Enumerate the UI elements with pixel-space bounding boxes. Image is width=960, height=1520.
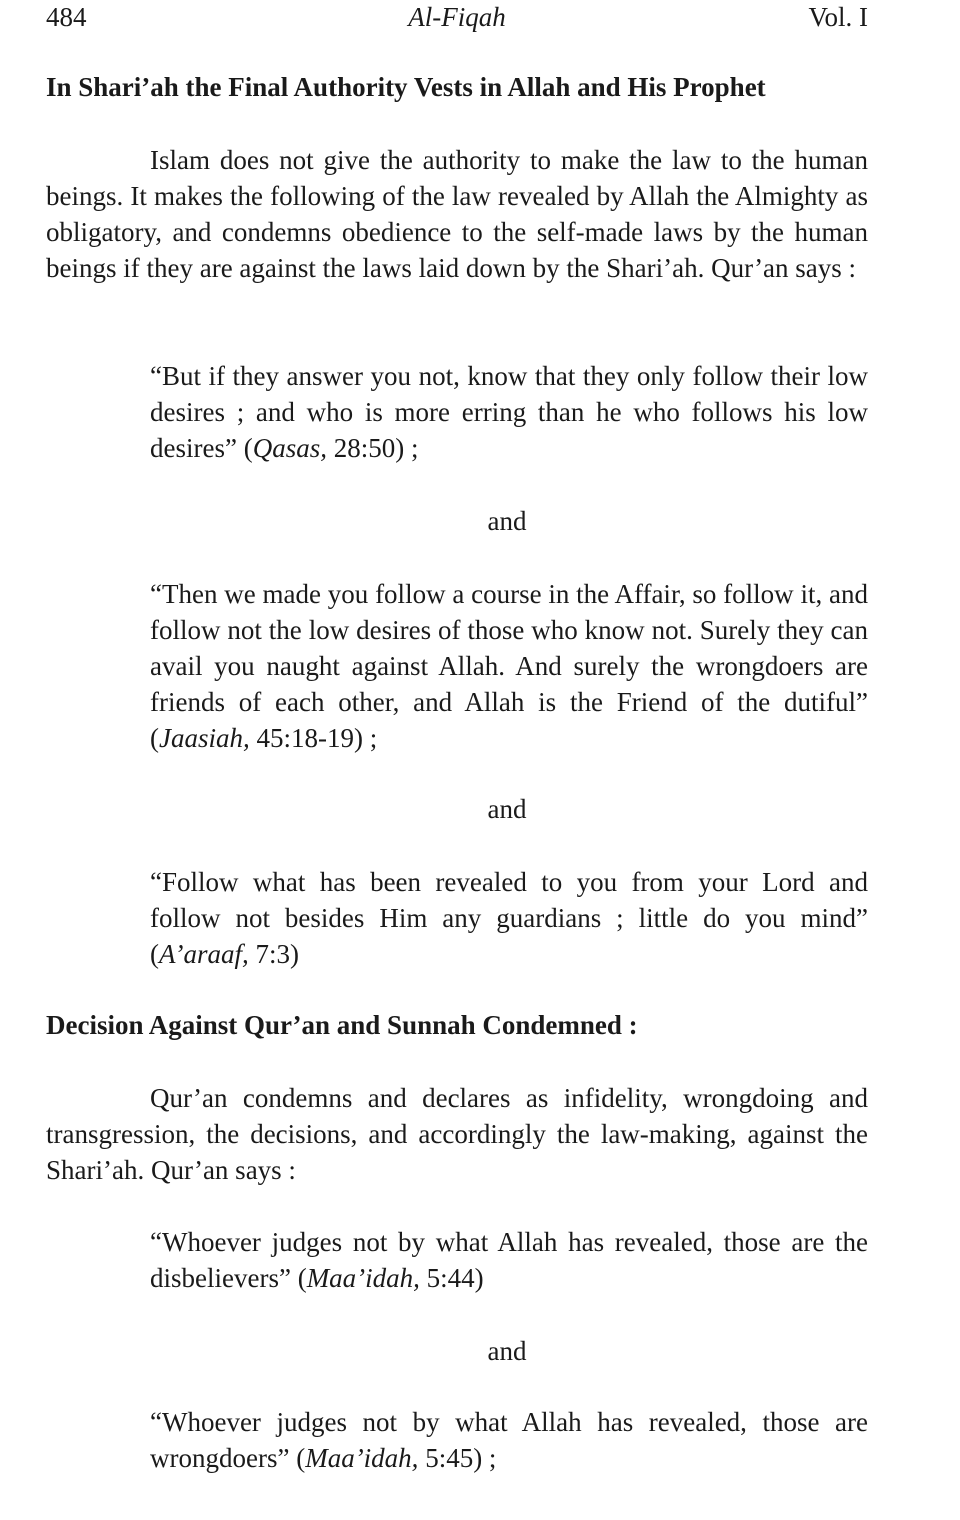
quote-maaidah-44 xyxy=(150,1224,868,1296)
book-title: Al-Fiqah xyxy=(408,2,506,32)
quote-reference: 7:3) xyxy=(248,939,299,969)
section-heading-decision: Decision Against Qur’an and Sunnah Condemned : xyxy=(46,1010,638,1040)
quote-source: Jaasiah, xyxy=(159,723,250,753)
quote-reference: 28:50) ; xyxy=(326,433,419,463)
quote-source: A’araaf, xyxy=(159,939,249,969)
conjunction-and: and xyxy=(487,794,527,824)
quote-text: “Whoever judges not by what Allah has revealed, those are the disbelievers” ( xyxy=(150,1227,868,1293)
quote-maaidah-45 xyxy=(150,1404,868,1476)
paragraph-condemns: Qur’an condemns and declares as infidelity, wrongdoing and transgression, the decisions, and accordingly the law-making, against the Shari’ah. Qur’an says : xyxy=(46,1083,868,1185)
quote-qasas xyxy=(150,358,868,466)
quote-reference: 5:45) ; xyxy=(418,1443,497,1473)
quote-araaf xyxy=(150,864,868,972)
quote-reference: 5:44) xyxy=(419,1263,484,1293)
section-heading-final-authority: In Shari’ah the Final Authority Vests in Allah and His Prophet xyxy=(46,72,766,102)
quote-source: Qasas, xyxy=(252,433,327,463)
page-number: 484 xyxy=(46,2,87,32)
quote-text: “Whoever judges not by what Allah has revealed, those are wrongdoers” ( xyxy=(150,1407,868,1473)
quote-jaasiah xyxy=(150,576,868,756)
quote-source: Maa’idah, xyxy=(305,1443,419,1473)
quote-source: Maa’idah, xyxy=(306,1263,420,1293)
volume-label: Vol. I xyxy=(808,2,868,32)
quote-text: “Then we made you follow a course in the Affair, so follow it, and follow not the low desires of those who know not. Surely they can avail you naught against Allah. And surely the wrongdoers are friends of each other, and Allah is the Friend of the dutiful” ( xyxy=(150,579,868,753)
running-header xyxy=(46,0,868,36)
conjunction-and: and xyxy=(487,506,527,536)
conjunction-and: and xyxy=(487,1336,527,1366)
quote-text: “Follow what has been revealed to you from your Lord and follow not besides Him any guardians ; little do you mind” ( xyxy=(150,867,868,969)
paragraph-authority: Islam does not give the authority to make the law to the human beings. It makes the following of the law revealed by Allah the Almighty as obligatory, and condemns obedience to the self-made laws by the human beings if they are against the laws laid down by the Shari’ah. Qur’an says : xyxy=(46,145,868,283)
quote-text: “But if they answer you not, know that they only follow their low desires ; and who is more erring than he who follows his low desires” ( xyxy=(150,361,868,463)
quote-reference: 45:18-19) ; xyxy=(249,723,378,753)
